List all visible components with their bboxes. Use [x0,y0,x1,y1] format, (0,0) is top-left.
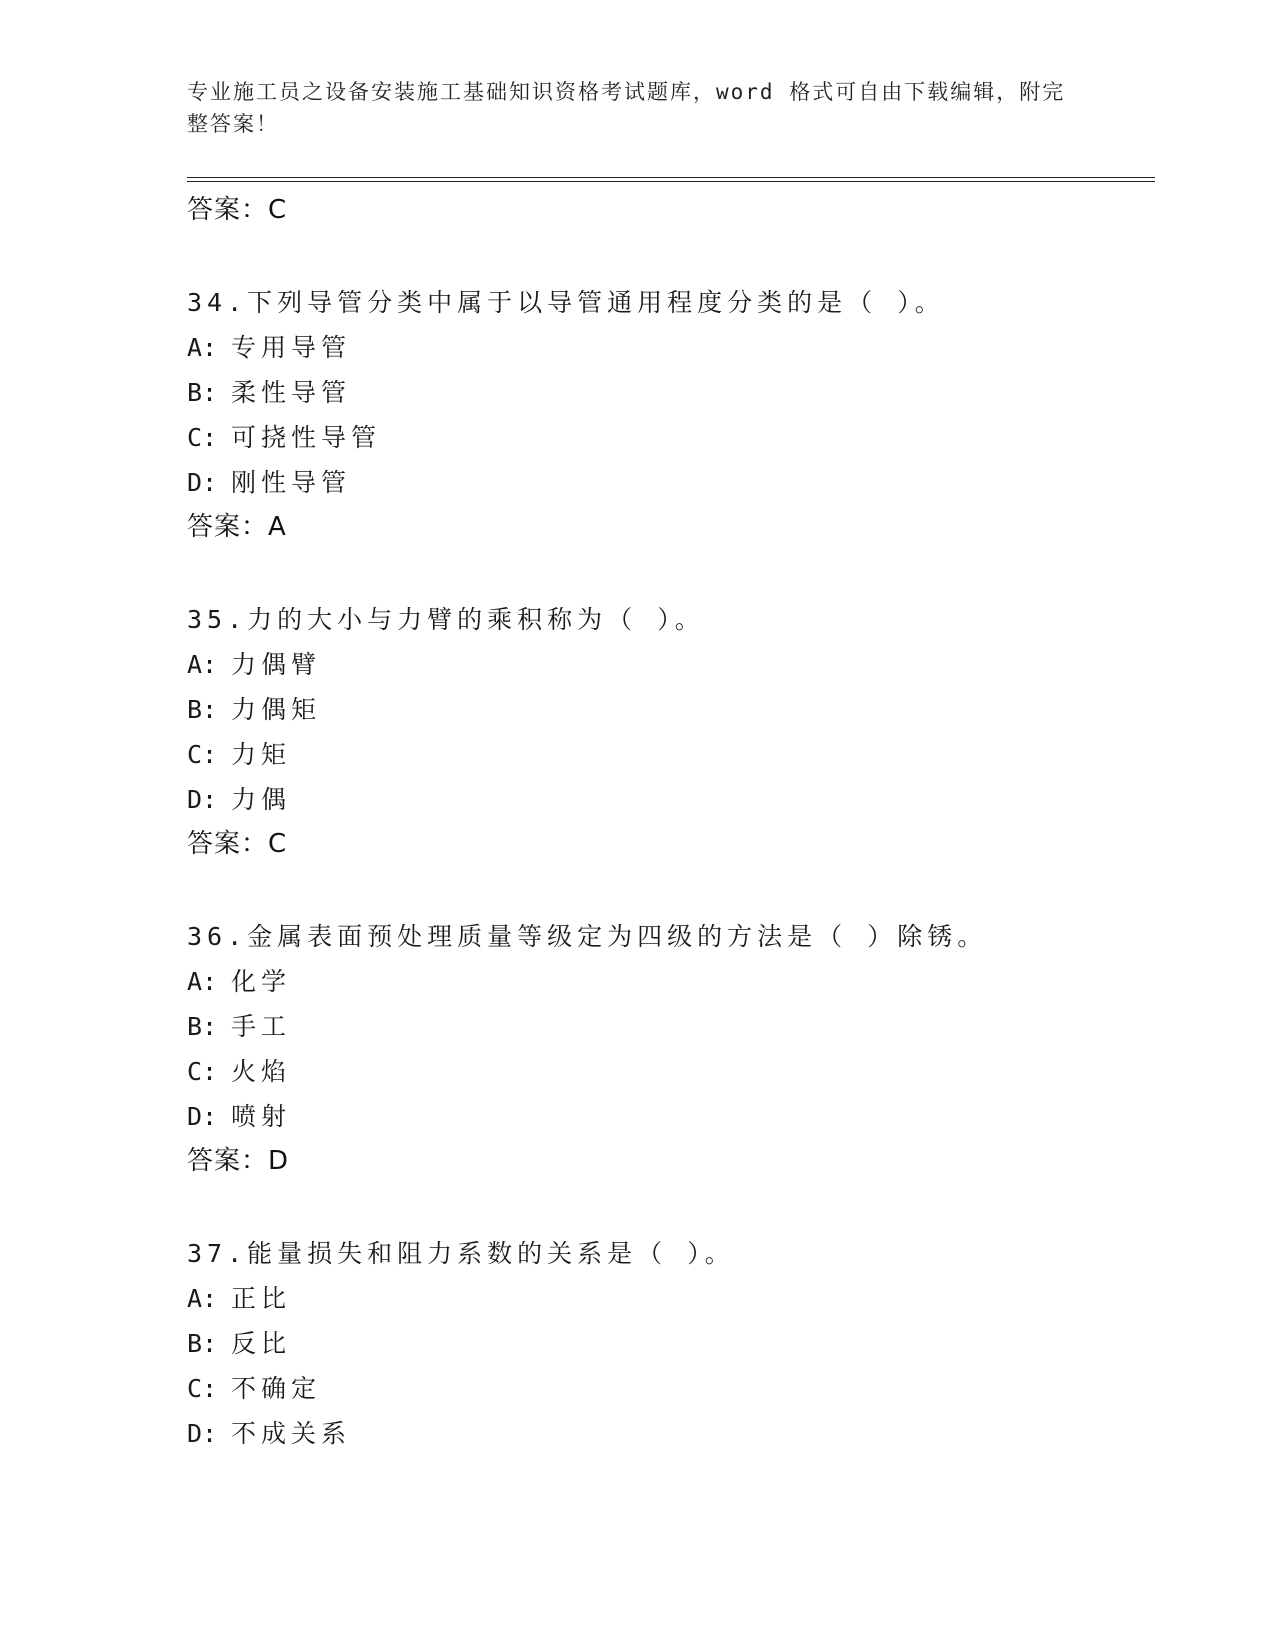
question-text: 37.能量损失和阻力系数的关系是（ ）。 [187,1239,735,1268]
answer-line: 答案：A [187,512,287,542]
option-letter: B: [187,378,218,407]
option-d [187,1411,1155,1456]
option-text: 力偶 [231,785,292,814]
question-item [187,597,1155,867]
option-a [187,642,1155,687]
option-d [187,460,1155,505]
option-b [187,1004,1155,1049]
question-text: 34.下列导管分类中属于以导管通用程度分类的是（ ）。 [187,288,945,317]
answer-line: 答案：D [187,1146,290,1176]
option-letter: A: [187,333,218,362]
option-letter: A: [187,1284,218,1313]
option-text: 刚性导管 [231,468,352,497]
option-text: 力矩 [231,740,292,769]
option-letter: D: [187,785,218,814]
question-item [187,914,1155,1184]
option-c [187,732,1155,777]
option-letter: B: [187,1012,218,1041]
option-text: 力偶矩 [231,695,322,724]
page-header-text: 专业施工员之设备安装施工基础知识资格考试题库，word 格式可自由下载编辑，附完整答案！ [187,80,1066,136]
option-letter: C: [187,423,218,452]
option-text: 力偶臂 [231,650,322,679]
question-list [187,188,1155,1456]
option-a [187,325,1155,370]
option-a [187,959,1155,1004]
option-d [187,1094,1155,1139]
option-a [187,1276,1155,1321]
option-c [187,415,1155,460]
option-b [187,687,1155,732]
option-c [187,1366,1155,1411]
option-letter: C: [187,1374,218,1403]
option-text: 不成关系 [231,1419,352,1448]
option-d [187,777,1155,822]
question-text: 35.力的大小与力臂的乘积称为（ ）。 [187,605,705,634]
option-letter: B: [187,695,218,724]
option-letter: D: [187,468,218,497]
option-letter: D: [187,1419,218,1448]
option-text: 手工 [231,1012,292,1041]
option-b [187,370,1155,415]
option-letter: A: [187,967,218,996]
option-letter: C: [187,740,218,769]
option-letter: D: [187,1102,218,1131]
option-text: 不确定 [231,1374,322,1403]
option-letter: C: [187,1057,218,1086]
answer-line: 答案：C [187,195,288,225]
option-text: 喷射 [231,1102,292,1131]
option-text: 正比 [231,1284,292,1313]
option-text: 反比 [231,1329,292,1358]
question-item [187,280,1155,550]
header-divider [187,177,1155,182]
option-text: 火焰 [231,1057,292,1086]
option-text: 化学 [231,967,292,996]
answer-line: 答案：C [187,829,288,859]
option-letter: B: [187,1329,218,1358]
option-letter: A: [187,650,218,679]
option-c [187,1049,1155,1094]
option-text: 专用导管 [231,333,352,362]
option-b [187,1321,1155,1366]
option-text: 可挠性导管 [231,423,382,452]
question-item [187,1231,1155,1456]
option-text: 柔性导管 [231,378,352,407]
question-text: 36.金属表面预处理质量等级定为四级的方法是（ ）除锈。 [187,922,988,951]
